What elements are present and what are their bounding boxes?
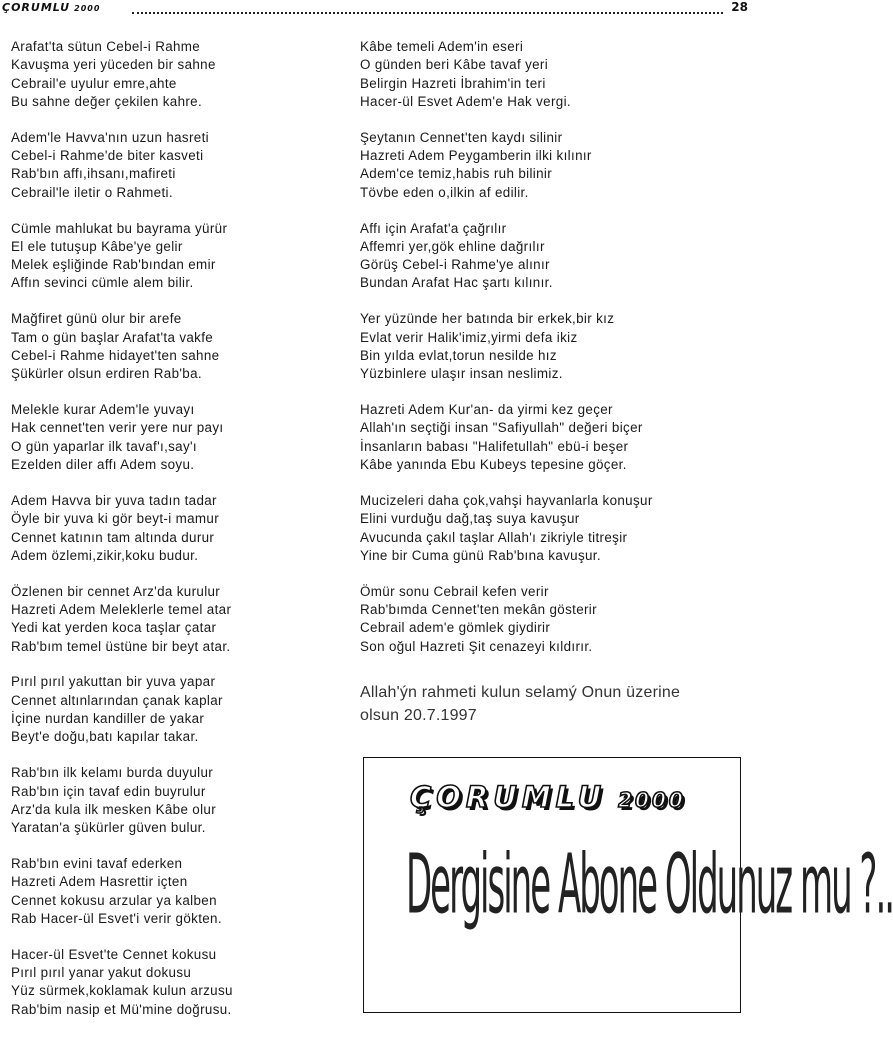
poem-line: Cebrail adem'e gömlek giydirir [360,620,551,636]
brand-year: 2000 [74,4,101,13]
poem-line: O günden beri Kâbe tavaf yeri [360,57,549,73]
page-header [0,0,749,20]
poem-line: Cennet altınlarından çanak kaplar [11,692,223,708]
poem-line: Tam o gün başlar Arafat'ta vakfe [11,329,214,345]
poem-line: Şeytanın Cennet'ten kaydı silinir [360,129,563,145]
poem-line: Kavuşma yeri yüceden bir sahne [11,57,216,73]
poem-line: Yer yüzünde her batında bir erkek,bir kız [360,311,615,327]
poem-line: Rab Hacer-ül Esvet'i verir gökten. [11,910,222,926]
poem-line: İnsanların babası "Halifetullah" ebü-i beşer [360,438,629,454]
poem-stanza [11,855,361,928]
poem-line: Pırıl pırıl yakuttan bir yuva yapar [11,674,216,690]
poem-line: Cümle mahlukat bu bayrama yürür [11,220,228,236]
poem-stanza [11,583,361,656]
poem-line: Melek eşliğinde Rab'bından emir [11,257,216,273]
poem-line: Arafat'ta sütun Cebel-i Rahme [11,39,201,54]
poem-line: Yüz sürmek,koklamak kulun arzusu [11,983,233,999]
poem-line: Yedi kat yerden koca taşlar çatar [11,620,217,636]
poem-line: Affın sevinci cümle alem bilir. [11,275,194,291]
poem-line: Hazreti Adem Kur'an- da yirmi kez geçer [360,402,613,418]
ad-brand-name: ÇORUMLU [410,780,607,814]
poem-line: Rab'bımda Cennet'ten mekân gösterir [360,601,597,617]
poem-line: Mucizeleri daha çok,vahşi hayvanlarla konuşur [360,492,653,508]
poem-line: Evlat verir Halik'imiz,yirmi defa ikiz [360,329,578,345]
poem-line: Melekle kurar Adem'le yuvayı [11,402,195,418]
poem-stanza [360,220,710,293]
poem-line: Elini vurduğu dağ,taş suya kavuşur [360,511,580,527]
poem-line: Hazreti Adem Peygamberin ilki kılınır [360,148,592,164]
poem-stanza [11,310,361,383]
poem-line: Allah'ın seçtiği insan "Safiyullah" değeri biçer [360,420,643,436]
header-dotted-rule [132,12,723,14]
poem-line: Ömür sonu Cebrail kefen verir [360,583,549,599]
ad-brand [410,780,686,814]
poem-line: Pırıl pırıl yanar yakut dokusu [11,965,192,981]
poem-stanza [11,492,361,565]
poem-line: Cebrail'le iletir o Rahmeti. [11,184,173,200]
poem-line: Avucunda çakıl taşlar Allah'ı zikriyle titreşir [360,529,628,545]
poem-line: O gün yaparlar ilk tavaf'ı,say'ı [11,438,198,454]
poem-line: Affemri yer,gök ehline dağrılır [360,238,545,254]
poem-line: Rab'bım temel üstüne bir beyt atar. [11,638,231,654]
poem-line: Beyt'e doğu,batı kapılar takar. [11,729,199,745]
poem-line: Yüzbinlere ulaşır insan neslimiz. [360,366,563,382]
poem-line: Cebel-i Rahme hidayet'ten sahne [11,347,220,363]
poem-line: Görüş Cebel-i Rahme'ye alınır [360,257,550,273]
ad-brand-year: 2000 [618,788,686,812]
poem-line: Yaratan'a şükürler güven bulur. [11,820,206,836]
poem-stanza [360,492,710,565]
poem-line: Belirgin Hazreti İbrahim'in teri [360,75,546,91]
dedication-date-line: olsun 20.7.1997 [360,707,477,724]
poem-stanza [11,673,361,746]
poem-line: Kâbe temeli Adem'in eseri [360,39,524,54]
poem-line: Şükürler olsun erdiren Rab'ba. [11,366,202,382]
poem-line: Adem Havva bir yuva tadın tadar [11,492,217,508]
poem-line: Adem özlemi,zikir,koku budur. [11,547,199,563]
dedication-note [360,681,745,727]
poem-stanza [360,38,710,111]
poem-line: Arz'da kula ilk mesken Kâbe olur [11,801,217,817]
poem-line: Son oğul Hazreti Şit cenazeyi kıldırır. [360,638,593,654]
poem-line: Kâbe yanında Ebu Kubeys tepesine göçer. [360,457,627,473]
poem-line: Hak cennet'ten verir yere nur payı [11,420,224,436]
poem-line: El ele tutuşup Kâbe'ye gelir [11,238,183,254]
poem-line: Bundan Arafat Hac şartı kılınır. [360,275,553,291]
brand-name: ÇORUMLU [2,1,71,14]
poem-stanza [11,220,361,293]
poem-stanza [11,401,361,474]
page-number: 28 [731,0,748,14]
poem-line: Rab'bim nasip et Mü'mine doğrusu. [11,1001,232,1017]
poem-line: Özlenen bir cennet Arz'da kurulur [11,583,221,599]
poem-line: Yine bir Cuma günü Rab'bına kavuşur. [360,547,601,563]
poem-line: Hazreti Adem Meleklerle temel atar [11,601,232,617]
poem-line: Tövbe eden o,ilkin af edilir. [360,184,529,200]
magazine-brand [2,1,100,14]
poem-stanza [11,38,361,111]
poem-stanza [360,129,710,202]
poem-line: Cebel-i Rahme'de biter kasveti [11,148,204,164]
poem-right-column [360,38,710,673]
poem-line: Adem'ce temiz,habis ruh bilinir [360,166,553,182]
poem-line: Rab'bın için tavaf edin buyrulur [11,783,206,799]
dedication-line: Allah'ýn rahmeti kulun selamý Onun üzerine [360,684,681,701]
poem-line: Cebrail'e uyulur emre,ahte [11,75,177,91]
poem-line: Cennet kokusu arzular ya kalben [11,892,217,908]
poem-stanza [11,764,361,837]
poem-line: Mağfiret günü olur bir arefe [11,311,182,327]
poem-left-column [11,38,361,1037]
poem-line: İçine nurdan kandiller de yakar [11,711,205,727]
poem-stanza [360,401,710,474]
poem-line: Rab'bın affı,ihsanı,mafireti [11,166,176,182]
poem-stanza [11,129,361,202]
poem-line: Affı için Arafat'a çağrılır [360,220,507,236]
poem-line: Bin yılda evlat,torun nesilde hız [360,347,557,363]
poem-stanza [11,946,361,1019]
subscription-ad-box [363,757,893,1013]
poem-line: Hacer-ül Esvet Adem'e Hak vergi. [360,93,571,109]
poem-line: Adem'le Havva'nın uzun hasreti [11,129,209,145]
poem-line: Hazreti Adem Hasrettir içten [11,874,188,890]
poem-line: Ezelden diler affı Adem soyu. [11,457,195,473]
poem-line: Cennet katının tam altında durur [11,529,215,545]
poem-stanza [360,310,710,383]
poem-stanza [360,583,710,656]
poem-line: Bu sahne değer çekilen kahre. [11,93,203,109]
poem-line: Öyle bir yuva ki gör beyt-i mamur [11,511,220,527]
poem-line: Rab'bın ilk kelamı burda duyulur [11,765,214,781]
poem-line: Rab'bın evini tavaf ederken [11,856,183,872]
poem-line: Hacer-ül Esvet'te Cennet kokusu [11,946,217,962]
ad-question: Dergisine Abone Oldunuz mu ?.. [406,838,893,934]
